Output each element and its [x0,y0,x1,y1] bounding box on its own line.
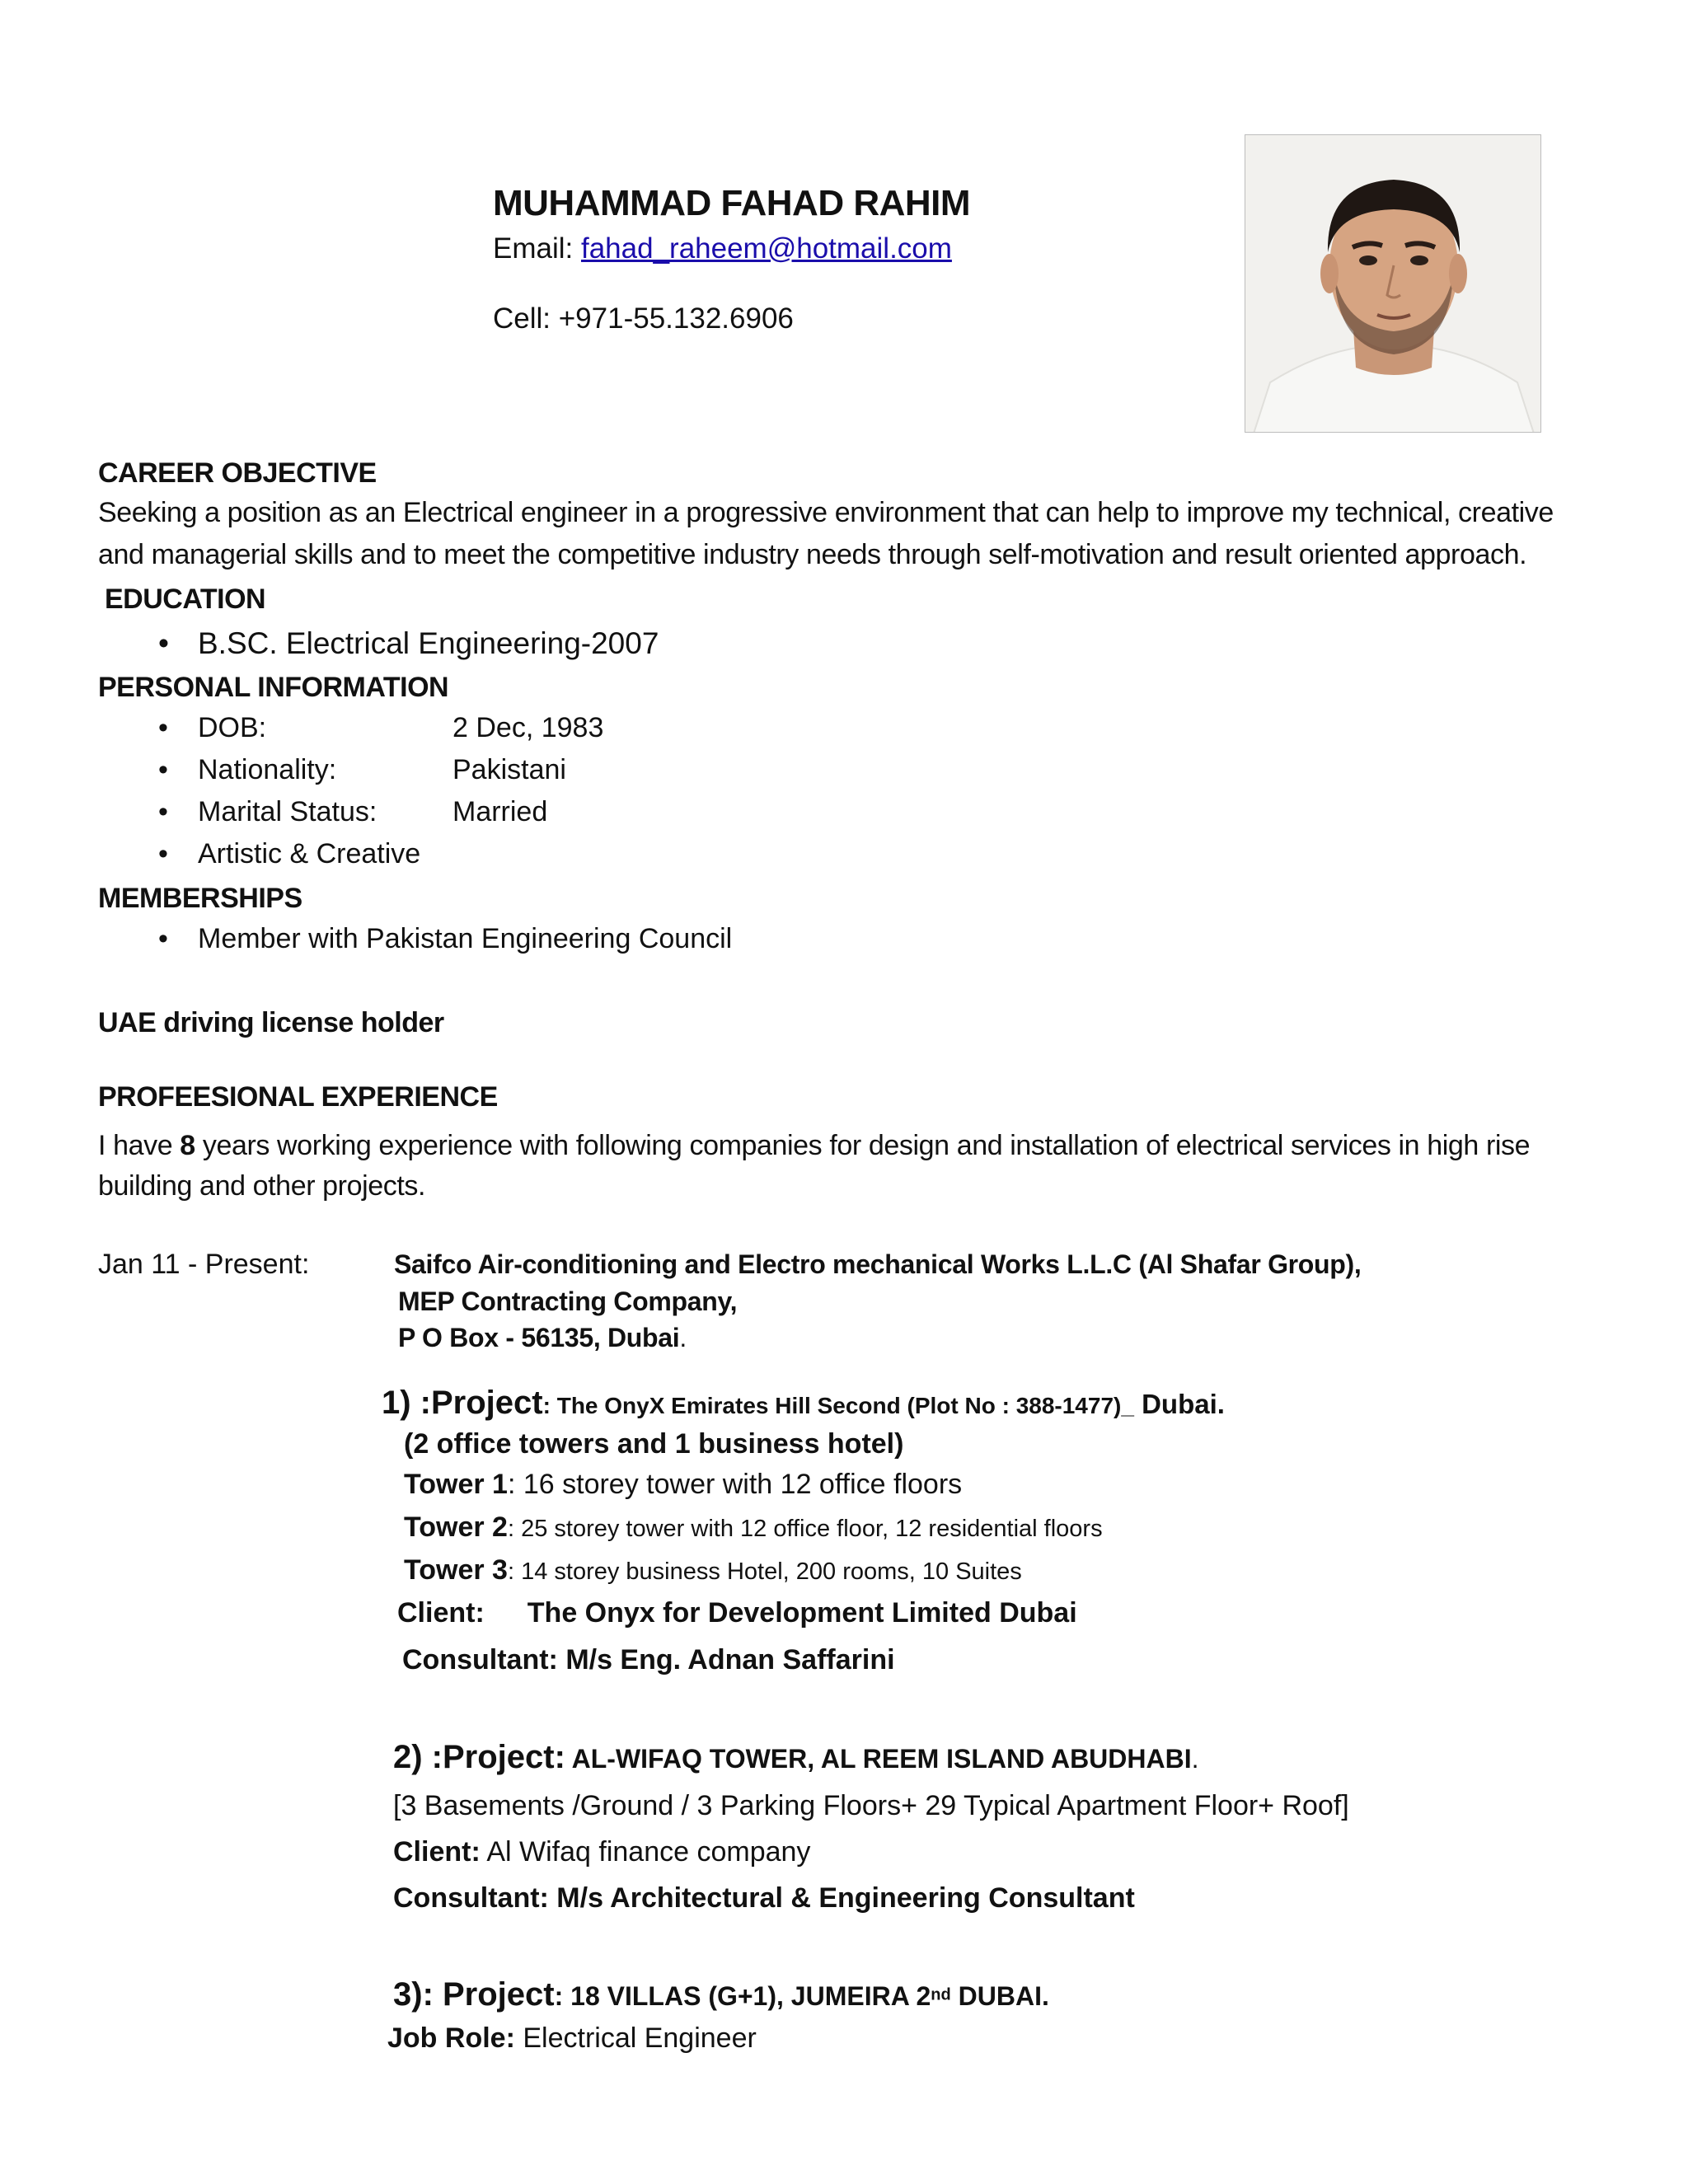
project-1-title: : The OnyX Emirates Hill Second (Plot No : 388-1477)_ [542,1393,1134,1418]
employment-period: Jan 11 - Present: [98,1249,310,1280]
project-2-detail: [3 Basements /Ground / 3 Parking Floors+ 29 Typical Apartment Floor+ Roof] [393,1790,1349,1821]
bullet-icon: • [158,754,168,785]
company-address: P O Box - 56135, Dubai. [398,1323,687,1352]
bullet-icon: • [158,626,169,660]
experience-intro: I have 8 years working experience with following companies for design and installation of electrical services in high rise building and other projects. [98,1130,1531,1202]
education-heading: EDUCATION [105,583,266,615]
email-line [493,232,952,265]
project-1-tower-3: Tower 3: 14 storey business Hotel, 200 rooms, 10 Suites [404,1554,1022,1586]
bullet-icon: • [158,712,168,743]
profile-photo [1245,134,1541,433]
project-3-job-role: Job Role: Electrical Engineer [387,2022,757,2054]
company-name: Saifco Air-conditioning and Electro mechanical Works L.L.C (Al Shafar Group), [394,1249,1362,1279]
bullet-icon: • [158,923,168,954]
driving-license: UAE driving license holder [98,1007,444,1038]
applicant-name: MUHAMMAD FAHAD RAHIM [493,183,971,223]
project-1-subtitle: (2 office towers and 1 business hotel) [404,1428,904,1460]
project-1-consultant: Consultant: M/s Eng. Adnan Saffarini [402,1644,895,1675]
project-2-consultant: Consultant: M/s Architectural & Engineering Consultant [393,1882,1135,1914]
project-3-title: : 18 VILLAS (G+1), JUMEIRA 2 [554,1981,931,2011]
email-link[interactable]: fahad_raheem@hotmail.com [580,232,952,265]
project-1-heading: 1) :Project: The OnyX Emirates Hill Second (Plot No : 388-1477)_ Dubai. [382,1385,1225,1421]
resume-page: MUHAMMAD FAHAD RAHIM Email: fahad_raheem@hotmail.com Cell: +971-55.132.6906 CAREER OBJECTIVE Seeking a position as an Electrical engineer in a progressive environment that can help to improve my technical, creative and managerial skills and to meet the competitive industry needs through self-motivation and result oriented approach. EDUCATION • B.SC. Electrical Engineering-2007 PERSONAL INFORMATION • DOB: 2 Dec, 1983 • Nationality: Pakistani • Marital Status: Married • Artistic & Creative MEMBERSHIPS • Member with Pakistan Engineering Council UAE driving license holder PROFEESIONAL EXPERIENCE I have 8 years working experience with following companies for design and installation of electrical services in high rise building and other projects. Jan 11 - Present: Saifco Air-conditioning and Electro mechanical Works L.L.C (Al Shafar Group), MEP Contracting Company, P O Box - 56135, Dubai. 1) :Project: The OnyX Emirates Hill Second (Plot No : 388-1477)_ Dubai. (2 office towers and 1 business hotel) Tower 1: 16 storey tower with 12 office floors Tower 2: 25 storey tower with 12 office floor, 12 residential floors Tower 3: 14 storey business Hotel, 200 rooms, 10 Suites Client: The Onyx for Development Limited Dubai Consultant: M/s Eng. Adnan Saffarini 2) :Project: AL-WIFAQ TOWER, AL REEM ISLAND ABUDHABI. [3 Basements /Ground / 3 Parking Floors+ 29 Typical Apartment Floor+ Roof] Client: Al Wifaq finance company Consultant: M/s Architectural & Engineering Consultant 3): Project: 18 VILLAS (G+1), JUMEIRA 2nd DUBAI. Job Role: Electrical Engineer [0,0,1688,2184]
career-objective-heading: CAREER OBJECTIVE [98,457,377,489]
project-2-heading: 2) :Project: AL-WIFAQ TOWER, AL REEM ISLAND ABUDHABI. [393,1739,1199,1775]
experience-heading: PROFEESIONAL EXPERIENCE [98,1081,498,1113]
project-1-tower-2: Tower 2: 25 storey tower with 12 office floor, 12 residential floors [404,1511,1103,1543]
email-label: Email: [493,232,574,265]
bullet-icon: • [158,838,168,869]
memberships-heading: MEMBERSHIPS [98,883,302,914]
company-type: MEP Contracting Company, [398,1286,738,1316]
project-1-tower-1: Tower 1: 16 storey tower with 12 office floors [404,1469,963,1500]
experience-years: 8 [180,1130,195,1161]
career-objective-text: Seeking a position as an Electrical engineer in a progressive environment that can help to improve my technical, creative and managerial skills and to meet the competitive industry needs through self-motivation and result oriented approach. [98,497,1554,570]
personal-information-heading: PERSONAL INFORMATION [98,672,449,703]
bullet-icon: • [158,796,168,827]
cell-number: Cell: +971-55.132.6906 [493,302,794,335]
profile-photo-illustration [1245,135,1541,433]
project-1-client: Client: The Onyx for Development Limited Dubai [397,1597,1077,1629]
project-3-heading: 3): Project: 18 VILLAS (G+1), JUMEIRA 2nd DUBAI. [393,1976,1049,2013]
project-2-client: Client: Al Wifaq finance company [393,1836,811,1868]
project-2-title: AL-WIFAQ TOWER, AL REEM ISLAND ABUDHABI [565,1744,1192,1774]
